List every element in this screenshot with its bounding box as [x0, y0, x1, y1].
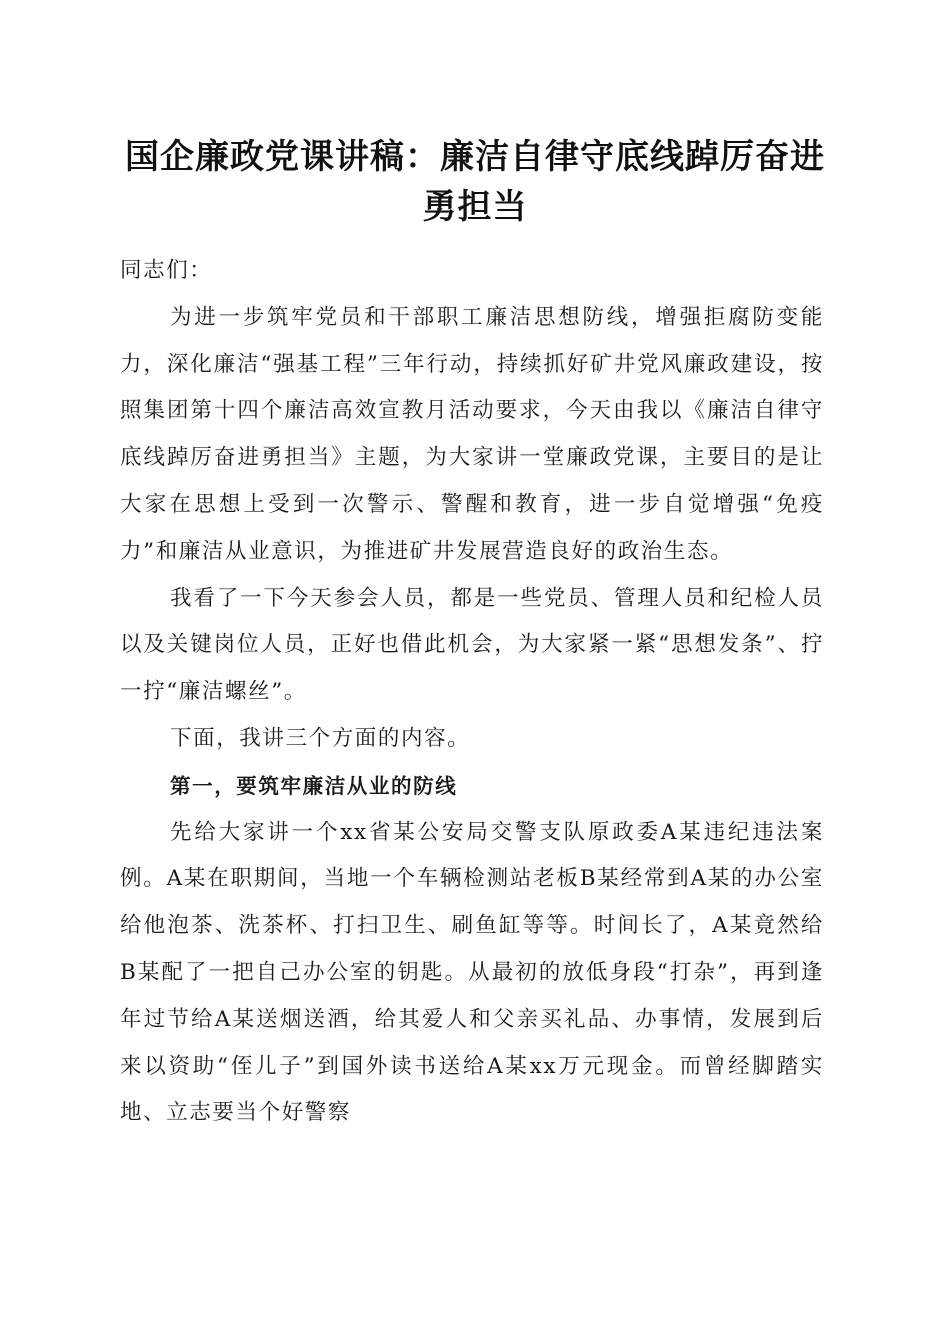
paragraph-attendees: 我看了一下今天参会人员，都是一些党员、管理人员和纪检人员以及关键岗位人员，正好也借此机会，为大家紧一紧“思想发条”、拧一拧“廉洁螺丝”。: [120, 585, 824, 705]
document-title: 国企廉政党课讲稿：廉洁自律守底线踔厉奋进勇担当: [125, 137, 825, 227]
paragraph-intro: 为进一步筑牢党员和干部职工廉洁思想防线，增强拒腐防变能力，深化廉洁“强基工程”三年行动，持续抓好矿井党风廉政建设，按照集团第十四个廉洁高效宣教月活动要求，今天由我以《廉洁自律守底线踔厉奋进勇担当》主题，为大家讲一堂廉政党课，主要目的是让大家在思想上受到一次警示、警醒和教育，进一步自觉增强“免疫力”和廉洁从业意识，为推进矿井发展营造良好的政治生态。: [120, 304, 824, 564]
paragraph-outline: 下面，我讲三个方面的内容。: [170, 725, 471, 751]
document-body: [120, 248, 824, 1137]
section-heading: 第一，要筑牢廉洁从业的防线: [170, 773, 458, 798]
paragraph-case: 先给大家讲一个xx省某公安局交警支队原政委A某违纪违法案例。A某在职期间，当地一个车辆检测站老板B某经常到A某的办公室给他泡茶、洗茶杯、打扫卫生、刷鱼缸等等。时间长了，A某竟然给B某配了一把自己办公室的钥匙。从最初的放低身段“打杂”，再到逢年过节给A某送烟送酒，给其爱人和父亲买礼品、办事情，发展到后来以资助“侄儿子”到国外读书送给A某xx万元现金。而曾经脚踏实地、立志要当个好警察: [120, 819, 824, 1126]
salutation: 同志们：: [120, 258, 213, 283]
